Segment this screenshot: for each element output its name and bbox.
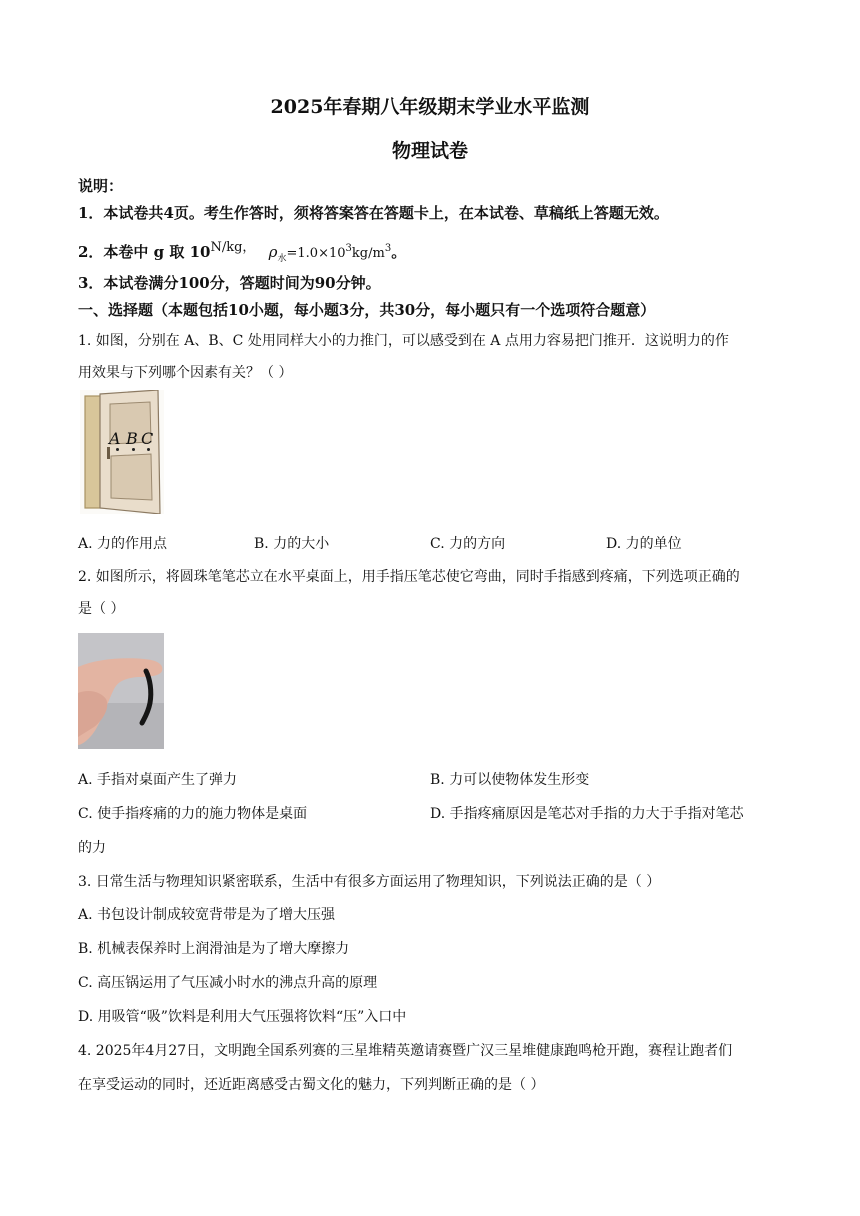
point-b-dot bbox=[132, 448, 135, 451]
question-2-option-c[interactable]: C. 使手指疼痛的力的施力物体是桌面 bbox=[78, 806, 308, 822]
point-label-c: C bbox=[141, 429, 154, 448]
door-figure bbox=[80, 390, 164, 514]
question-2-option-b[interactable]: B. 力可以使物体发生形变 bbox=[430, 772, 590, 788]
page-title: 2025年春期八年级期末学业水平监测 bbox=[270, 96, 590, 118]
instruction-item-1: 1．本试卷共4页。考生作答时，须将答案答在答题卡上，在本试卷、草稿纸上答题无效。 bbox=[78, 204, 669, 222]
rho-symbol: ρ bbox=[268, 243, 278, 261]
question-4-text: 4. 2025年4月27日，文明跑全国系列赛的三星堆精英邀请赛暨广汉三星堆健康跑鸣枪开跑，赛程让跑者们 bbox=[78, 1043, 733, 1059]
page-subtitle: 物理试卷 bbox=[391, 140, 468, 162]
instruction-item-2 bbox=[78, 236, 406, 264]
question-1-text: 1. 如图，分别在 A、B、C 处用同样大小的力推门，可以感受到在 A 点用力容易把门推开．这说明力的作 bbox=[78, 333, 729, 349]
rho-subscript: 水 bbox=[277, 254, 287, 264]
instruction-item-3: 3．本试卷满分100分，答题时间为90分钟。 bbox=[78, 274, 381, 292]
question-4-text-cont: 在享受运动的同时，还近距离感受古蜀文化的魅力，下列判断正确的是（ ） bbox=[78, 1077, 545, 1093]
question-3-option-c[interactable]: C. 高压锅运用了气压减小时水的沸点升高的原理 bbox=[78, 975, 378, 991]
question-3-option-a[interactable]: A. 书包设计制成较宽背带是为了增大压强 bbox=[78, 907, 336, 923]
question-3-option-b[interactable]: B. 机械表保养时上润滑油是为了增大摩擦力 bbox=[78, 941, 350, 957]
question-3-option-d[interactable]: D. 用吸管“吸”饮料是利用大气压强将饮料“压”入口中 bbox=[78, 1009, 407, 1025]
door-image bbox=[80, 390, 164, 514]
question-2-text: 2. 如图所示，将圆珠笔笔芯立在水平桌面上，用手指压笔芯使它弯曲，同时手指感到疼痛，下列选项正确的 bbox=[78, 569, 740, 585]
question-1-option-c[interactable]: C. 力的方向 bbox=[430, 536, 506, 552]
instruction-item-2-end: 。 bbox=[391, 243, 407, 261]
question-2-option-a[interactable]: A. 手指对桌面产生了弹力 bbox=[78, 772, 238, 788]
finger-pen-image bbox=[78, 633, 164, 749]
density-unit: kg/m bbox=[351, 246, 385, 261]
instruction-item-2-prefix: 2．本卷中 g 取 10 bbox=[78, 243, 211, 261]
question-3-text: 3. 日常生活与物理知识紧密联系，生活中有很多方面运用了物理知识，下列说法正确的是（ ） bbox=[78, 874, 661, 890]
point-c-dot bbox=[147, 448, 150, 451]
question-1-option-b[interactable]: B. 力的大小 bbox=[254, 536, 330, 552]
section-heading: 一、选择题（本题包括10小题，每小题3分，共30分，每小题只有一个选项符合题意） bbox=[78, 301, 656, 319]
water-density-value: =1.0×10 bbox=[286, 246, 346, 261]
point-a-dot bbox=[116, 448, 119, 451]
question-2-text-cont: 是（ ） bbox=[78, 601, 125, 617]
question-2-option-d[interactable]: D. 手指疼痛原因是笔芯对手指的力大于手指对笔芯 bbox=[430, 806, 744, 822]
question-1-option-a[interactable]: A. 力的作用点 bbox=[78, 536, 168, 552]
point-label-b: B bbox=[126, 429, 138, 448]
finger-pen-photo bbox=[78, 633, 164, 749]
point-label-a: A bbox=[109, 429, 121, 448]
question-1-text-cont: 用效果与下列哪个因素有关？（ ） bbox=[78, 365, 293, 381]
gravity-unit: N/kg， bbox=[210, 240, 256, 255]
density-exponent: 3 bbox=[345, 243, 352, 254]
question-1-option-d[interactable]: D. 力的单位 bbox=[606, 536, 682, 552]
question-2-option-d-cont: 的力 bbox=[78, 840, 106, 856]
instructions-heading: 说明： bbox=[78, 177, 124, 195]
density-unit-exponent: 3 bbox=[384, 243, 392, 254]
